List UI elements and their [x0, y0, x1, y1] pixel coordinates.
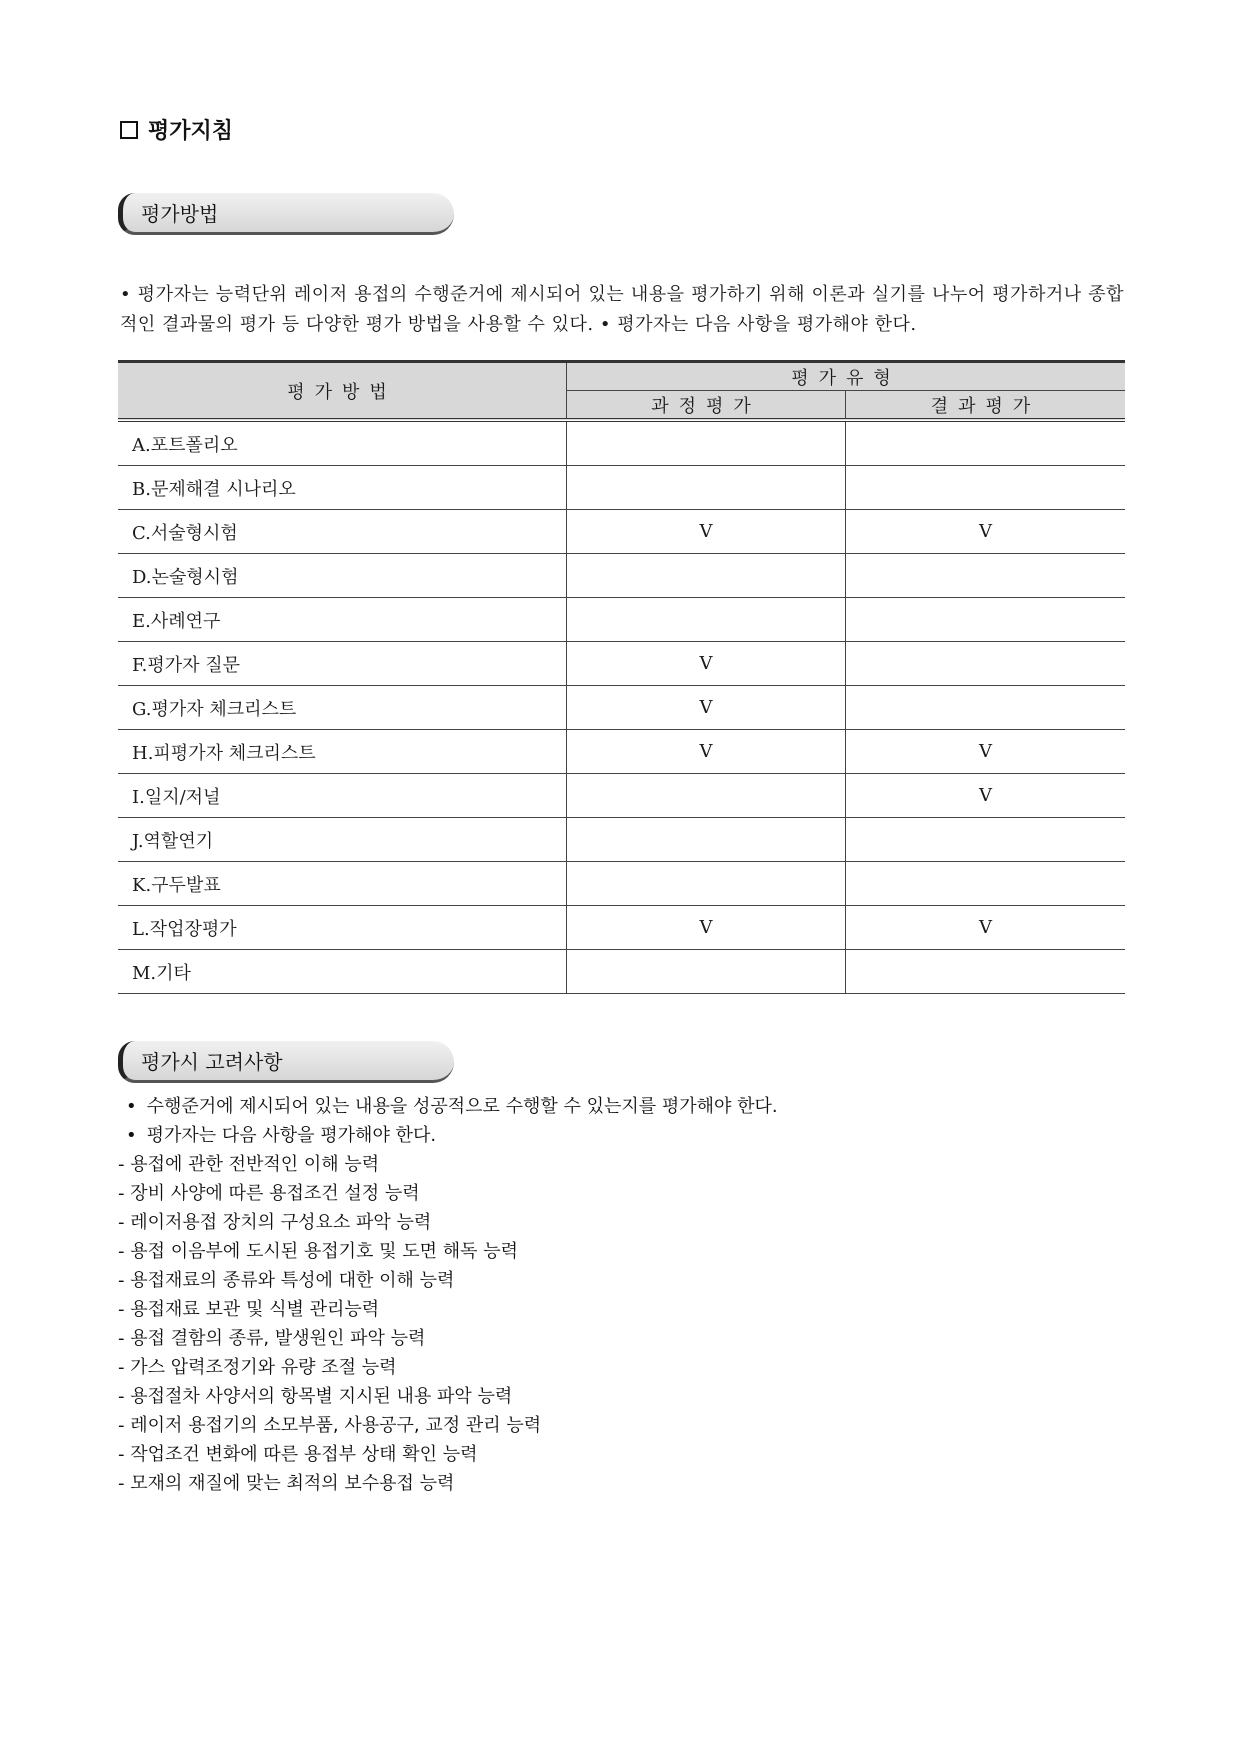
cell-method: M.기타 [118, 950, 567, 994]
cell-method: D.논술형시험 [118, 554, 567, 598]
table-row [118, 818, 1125, 862]
cell-process: V [567, 686, 846, 730]
ability-item: - 레이저용접 장치의 구성요소 파악 능력 [118, 1208, 1118, 1237]
header-type: 평가유형 [567, 362, 1126, 391]
evaluation-method-table [118, 360, 1125, 994]
ability-item: - 용접 결함의 종류, 발생원인 파악 능력 [118, 1324, 1118, 1353]
cell-result [846, 862, 1126, 906]
table-row [118, 906, 1125, 950]
cell-result [846, 554, 1126, 598]
cell-result [846, 598, 1126, 642]
cell-result [846, 686, 1126, 730]
table-row [118, 686, 1125, 730]
table-row [118, 774, 1125, 818]
cell-result [846, 466, 1126, 510]
ability-item: - 가스 압력조정기와 유량 조절 능력 [118, 1353, 1118, 1382]
section-tab-evaluation-method [118, 193, 454, 235]
cell-process [567, 774, 846, 818]
cell-process [567, 818, 846, 862]
table-row [118, 466, 1125, 510]
cell-method: B.문제해결 시나리오 [118, 466, 567, 510]
cell-method: G.평가자 체크리스트 [118, 686, 567, 730]
cell-result: V [846, 730, 1126, 774]
cell-result [846, 950, 1126, 994]
cell-process: V [567, 510, 846, 554]
table-row [118, 862, 1125, 906]
ability-item: - 레이저 용접기의 소모부품, 사용공구, 교정 관리 능력 [118, 1411, 1118, 1440]
main-heading [120, 114, 233, 145]
cell-result [846, 420, 1126, 466]
cell-result [846, 818, 1126, 862]
cell-process [567, 862, 846, 906]
ability-item: - 용접에 관한 전반적인 이해 능력 [118, 1150, 1118, 1179]
header-result: 결과평가 [846, 391, 1126, 421]
table-row [118, 950, 1125, 994]
cell-method: J.역할연기 [118, 818, 567, 862]
ability-item: - 모재의 재질에 맞는 최적의 보수용접 능력 [118, 1469, 1118, 1498]
cell-result: V [846, 906, 1126, 950]
bullet-item: • 수행준거에 제시되어 있는 내용을 성공적으로 수행할 수 있는지를 평가해야 한다. [126, 1092, 1118, 1121]
cell-process [567, 420, 846, 466]
cell-process [567, 466, 846, 510]
cell-process [567, 598, 846, 642]
table-row [118, 730, 1125, 774]
cell-process: V [567, 642, 846, 686]
ability-item: - 장비 사양에 따른 용접조건 설정 능력 [118, 1179, 1118, 1208]
cell-process [567, 554, 846, 598]
table-body [118, 420, 1125, 994]
cell-method: C.서술형시험 [118, 510, 567, 554]
cell-result: V [846, 774, 1126, 818]
cell-method: K.구두발표 [118, 862, 567, 906]
cell-method: L.작업장평가 [118, 906, 567, 950]
section-tab-label: 평가방법 [141, 202, 219, 226]
ability-item: - 용접절차 사양서의 항목별 지시된 내용 파악 능력 [118, 1382, 1118, 1411]
main-heading-text: 평가지침 [148, 119, 234, 144]
ability-item: - 용접재료 보관 및 식별 관리능력 [118, 1295, 1118, 1324]
intro-paragraph: • 평가자는 능력단위 레이저 용접의 수행준거에 제시되어 있는 내용을 평가하기 위해 이론과 실기를 나누어 평가하거나 종합적인 결과물의 평가 등 다양한 평가 방법을 사용할 수 있다. • 평가자는 다음 사항을 평가해야 한다. [120, 284, 1124, 335]
cell-method: E.사례연구 [118, 598, 567, 642]
checkbox-square-icon [120, 121, 138, 139]
ability-item: - 용접 이음부에 도시된 용접기호 및 도면 해독 능력 [118, 1237, 1118, 1266]
bullet-item: • 평가자는 다음 사항을 평가해야 한다. [126, 1121, 1118, 1150]
bullet-list [118, 1092, 1118, 1150]
table-row [118, 642, 1125, 686]
cell-method: A.포트폴리오 [118, 420, 567, 466]
table-row [118, 598, 1125, 642]
cell-result [846, 642, 1126, 686]
cell-process: V [567, 730, 846, 774]
section-tab-label: 평가시 고려사항 [141, 1050, 283, 1074]
header-method: 평가방법 [118, 362, 567, 421]
ability-item: - 작업조건 변화에 따른 용접부 상태 확인 능력 [118, 1440, 1118, 1469]
ability-item: - 용접재료의 종류와 특성에 대한 이해 능력 [118, 1266, 1118, 1295]
cell-process [567, 950, 846, 994]
cell-method: I.일지/저널 [118, 774, 567, 818]
table-row [118, 420, 1125, 466]
table-row [118, 554, 1125, 598]
header-process: 과정평가 [567, 391, 846, 421]
table-row [118, 510, 1125, 554]
cell-result: V [846, 510, 1126, 554]
cell-method: F.평가자 질문 [118, 642, 567, 686]
ability-list [118, 1150, 1118, 1498]
cell-process: V [567, 906, 846, 950]
section-tab-considerations [118, 1041, 454, 1083]
considerations-block [118, 1092, 1118, 1498]
cell-method: H.피평가자 체크리스트 [118, 730, 567, 774]
